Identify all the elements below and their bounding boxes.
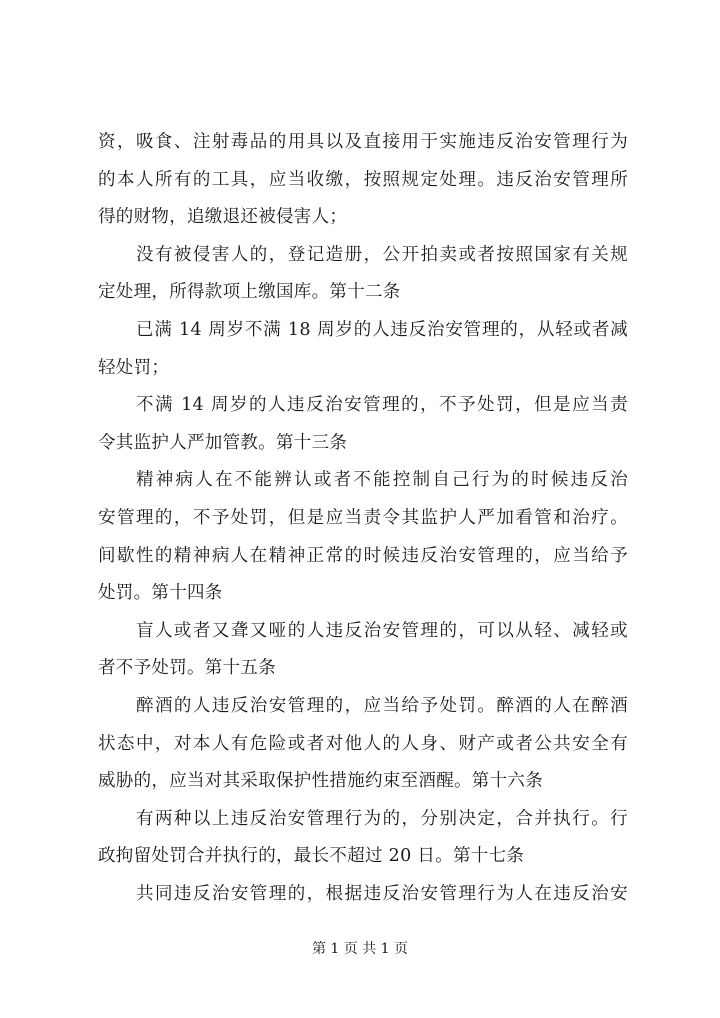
text-line: 精神病人在不能辨认或者不能控制自己行为的时候违反治: [136, 470, 628, 491]
text-line: 盲人或者又聋又哑的人违反治安管理的，可以从轻、减轻或: [136, 620, 628, 641]
text-line: 得的财物，追缴退还被侵害人；: [98, 207, 348, 228]
text-line: 定处理，所得款项上缴国库。第十二条: [98, 282, 401, 303]
text-line: 没有被侵害人的，登记造册，公开拍卖或者按照国家有关规: [136, 244, 628, 265]
document-body: [98, 124, 628, 913]
text-line: 的本人所有的工具，应当收缴，按照规定处理。违反治安管理所: [98, 169, 628, 190]
text-line: 状态中，对本人有危险或者对他人的人身、财产或者公共安全有: [98, 733, 628, 754]
text-line: 有两种以上违反治安管理行为的，分别决定，合并执行。行: [136, 808, 628, 829]
text-line: 令其监护人严加管教。第十三条: [98, 432, 348, 453]
text-line: 安管理的，不予处罚，但是应当责令其监护人严加看管和治疗。: [98, 507, 628, 528]
text-line: 处罚。第十四条: [98, 583, 223, 604]
text-line: 已满 14 周岁不满 18 周岁的人违反治安管理的，从轻或者减: [136, 319, 628, 340]
text-line: 者不予处罚。第十五条: [98, 658, 276, 679]
text-line: 威胁的，应当对其采取保护性措施约束至酒醒。第十六条: [98, 771, 543, 792]
text-line: 间歇性的精神病人在精神正常的时候违反治安管理的，应当给予: [98, 545, 628, 566]
text-line: 资，吸食、注射毒品的用具以及直接用于实施违反治安管理行为: [98, 132, 628, 152]
page-footer: 第 1 页 共 1 页: [311, 941, 409, 957]
text-line: 共同违反治安管理的，根据违反治安管理行为人在违反治安: [136, 883, 628, 904]
text-line: 不满 14 周岁的人违反治安管理的，不予处罚，但是应当责: [136, 395, 628, 416]
text-line: 醉酒的人违反治安管理的，应当给予处罚。醉酒的人在醉酒: [136, 695, 628, 716]
text-line: 轻处罚；: [98, 357, 170, 378]
text-line: 政拘留处罚合并执行的，最长不超过 20 日。第十七条: [98, 846, 525, 867]
